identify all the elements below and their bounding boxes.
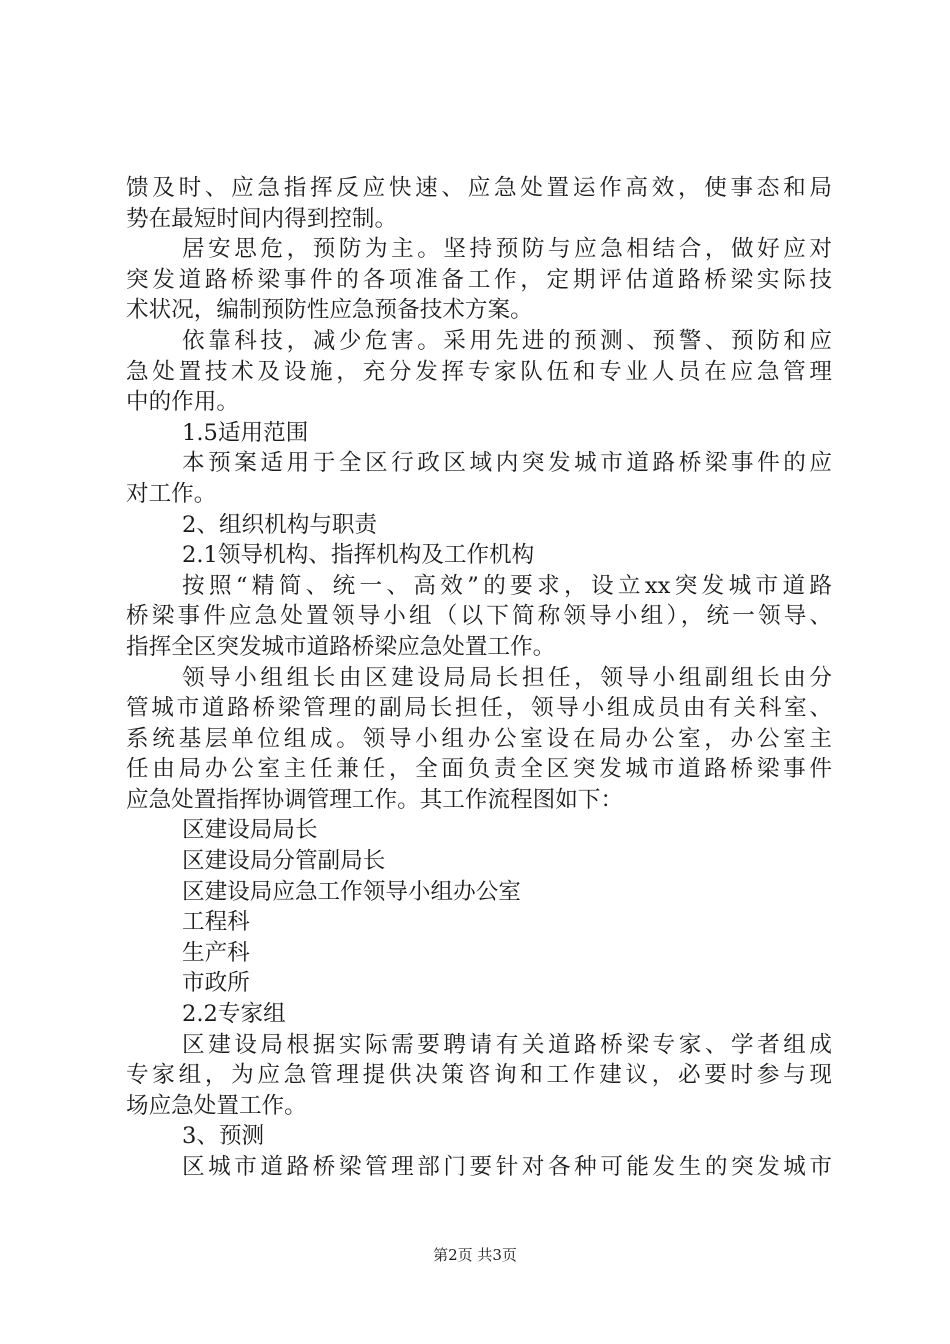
text-line: 区建设局根据实际需要聘请有关道路桥梁专家、学者组成 [182,1031,832,1058]
text-line: 馈及时、应急指挥反应快速、应急处置运作高效，使事态和局 [126,175,832,201]
text-line: 场应急处置工作。 [126,1092,307,1119]
text-line: 势在最短时间内得到控制。 [126,205,398,232]
text-line: 突发道路桥梁事件的各项准备工作，定期评估道路桥梁实际技 [126,266,832,293]
text-line: 生产科 [182,939,250,966]
text-line: 区建设局分管副局长 [182,848,386,875]
text-line: 2、组织机构与职责 [182,511,378,538]
text-line: 按照“精简、统一、高效”的要求，设立xx突发城市道路 [182,572,832,599]
text-line: 管城市道路桥梁管理的副局长担任，领导小组成员由有关科室、 [126,695,832,722]
text-line: 3、预测 [182,1123,265,1150]
text-line: 桥梁事件应急处置领导小组（以下简称领导小组），统一领导、 [126,603,832,630]
document-body [126,173,832,1183]
text-line: 2.1领导机构、指挥机构及工作机构 [182,542,535,569]
text-line: 应急处置指挥协调管理工作。其工作流程图如下： [126,786,624,813]
text-line: 急处置技术及设施，充分发挥专家队伍和专业人员在应急管理 [126,358,832,385]
text-line: 2.2专家组 [182,1001,286,1028]
text-line: 中的作用。 [126,389,239,416]
text-line: 对工作。 [126,480,217,507]
text-line: 区城市道路桥梁管理部门要针对各种可能发生的突发城市 [182,1154,832,1180]
text-line: 指挥全区突发城市道路桥梁应急处置工作。 [126,633,556,660]
text-line: 系统基层单位组成。领导小组办公室设在局办公室，办公室主 [126,725,832,752]
text-line: 市政所 [182,970,250,997]
text-line: 1.5适用范围 [182,419,309,446]
text-line: 区建设局应急工作领导小组办公室 [182,878,521,905]
text-line: 任由局办公室主任兼任，全面负责全区突发城市道路桥梁事件 [126,756,832,783]
text-line: 术状况，编制预防性应急预备技术方案。 [126,297,533,324]
text-line: 居安思危，预防为主。坚持预防与应急相结合，做好应对 [182,236,832,263]
text-line: 领导小组组长由区建设局局长担任，领导小组副组长由分 [182,664,832,691]
text-line: 本预案适用于全区行政区域内突发城市道路桥梁事件的应 [182,450,832,477]
text-line: 依靠科技，减少危害。采用先进的预测、预警、预防和应 [182,327,832,354]
text-line: 专家组，为应急管理提供决策咨询和工作建议，必要时参与现 [126,1062,832,1089]
text-line: 工程科 [182,909,250,936]
page-footer: 第2页 共3页 [433,1246,517,1264]
text-line: 区建设局局长 [182,817,318,844]
